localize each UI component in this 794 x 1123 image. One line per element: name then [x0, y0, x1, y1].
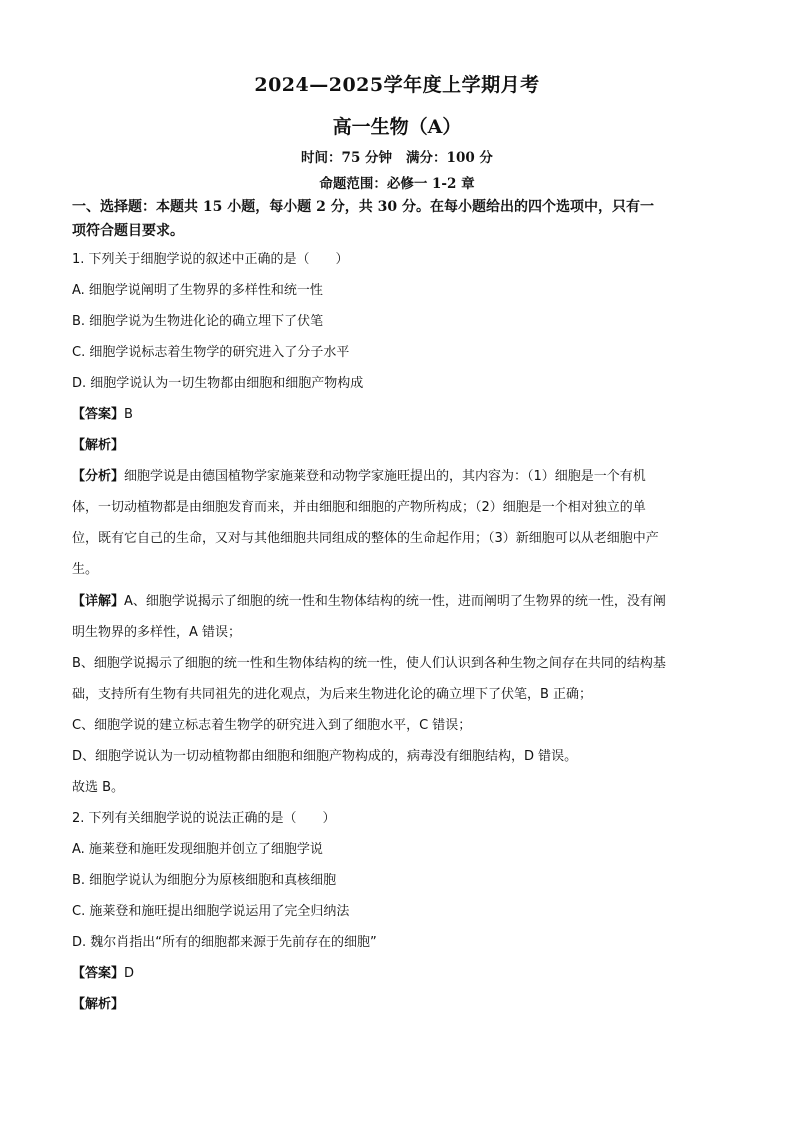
q2-stem: 2. 下列有关细胞学说的说法正确的是（ ） [72, 811, 336, 826]
exam-meta [0, 146, 794, 166]
q1-analysis-label [72, 430, 728, 461]
q1-fenxi-line: 体，一切动植物都是由细胞发育而来，并由细胞和细胞的产物所构成；（2）细胞是一个相对独立的单 [72, 500, 646, 515]
exam-title: 2024—2025学年度上学期月考 [254, 74, 540, 96]
q1-xiangjie-line: D、细胞学说认为一切动植物都由细胞和细胞产物构成的，病毒没有细胞结构，D 错误。 [72, 749, 578, 764]
answer-value: B [124, 407, 133, 422]
q2-answer [72, 958, 728, 989]
section-heading [72, 195, 724, 243]
exam-score: 满分：100 分 [406, 150, 493, 166]
exam-subtitle: 高一生物（A） [332, 116, 462, 138]
q1-stem: 1. 下列关于细胞学说的叙述中正确的是（ ） [72, 252, 349, 267]
q1-conclusion: 故选 B。 [72, 780, 125, 795]
q2-analysis-label [72, 989, 728, 1020]
q1-xiangjie-line: 明生物界的多样性，A 错误； [72, 625, 242, 640]
answer-value: D [124, 966, 135, 981]
q2-option-c: C. 施莱登和施旺提出细胞学说运用了完全归纳法 [72, 904, 350, 919]
section-heading-line: 一、选择题：本题共 15 小题，每小题 2 分，共 30 分。在每小题给出的四个选项中，只有一 [72, 199, 654, 215]
q1-xiangjie-line [72, 586, 728, 617]
fenxi-label: 【分析】 [72, 469, 125, 484]
q1-xiangjie-line: B、细胞学说揭示了细胞的统一性和生物体结构的统一性，使人们认识到各种生物之间存在共同的结构基 [72, 656, 666, 671]
q1-option-a: A. 细胞学说阐明了生物界的多样性和统一性 [72, 283, 323, 298]
exam-time: 时间：75 分钟 [301, 150, 393, 166]
q1-option-d: D. 细胞学说认为一切生物都由细胞和细胞产物构成 [72, 376, 364, 391]
answer-label: 【答案】 [72, 407, 125, 422]
section-heading-line: 项符合题目要求。 [72, 223, 184, 239]
analysis-label: 【解析】 [72, 438, 125, 453]
fenxi-text: 细胞学说是由德国植物学家施莱登和动物学家施旺提出的，其内容为：（1）细胞是一个有机 [124, 469, 646, 484]
q1-fenxi-line [72, 461, 728, 492]
q2-option-a: A. 施莱登和施旺发现细胞并创立了细胞学说 [72, 842, 323, 857]
q1-option-b: B. 细胞学说为生物进化论的确立埋下了伏笔 [72, 314, 324, 329]
q1-xiangjie-line: C、细胞学说的建立标志着生物学的研究进入到了细胞水平，C 错误； [72, 718, 472, 733]
q1-fenxi-line: 位，既有它自己的生命，又对与其他细胞共同组成的整体的生命起作用；（3）新细胞可以从老细胞中产 [72, 531, 659, 546]
q1-fenxi-line: 生。 [72, 562, 99, 577]
q2-option-b: B. 细胞学说认为细胞分为原核细胞和真核细胞 [72, 873, 337, 888]
q2-option-d: D. 魏尔肖指出“所有的细胞都来源于先前存在的细胞” [72, 935, 377, 950]
q1-option-c: C. 细胞学说标志着生物学的研究进入了分子水平 [72, 345, 350, 360]
xiangjie-label: 【详解】 [72, 594, 125, 609]
q1-answer [72, 399, 728, 430]
exam-scope: 命题范围：必修一 1-2 章 [319, 176, 475, 192]
answer-label: 【答案】 [72, 966, 125, 981]
q1-xiangjie-line: 础，支持所有生物有共同祖先的进化观点，为后来生物进化论的确立埋下了伏笔，B 正确； [72, 687, 593, 702]
xiangjie-text: A、细胞学说揭示了细胞的统一性和生物体结构的统一性，进而阐明了生物界的统一性，没有阐 [124, 594, 666, 609]
analysis-label: 【解析】 [72, 997, 125, 1012]
